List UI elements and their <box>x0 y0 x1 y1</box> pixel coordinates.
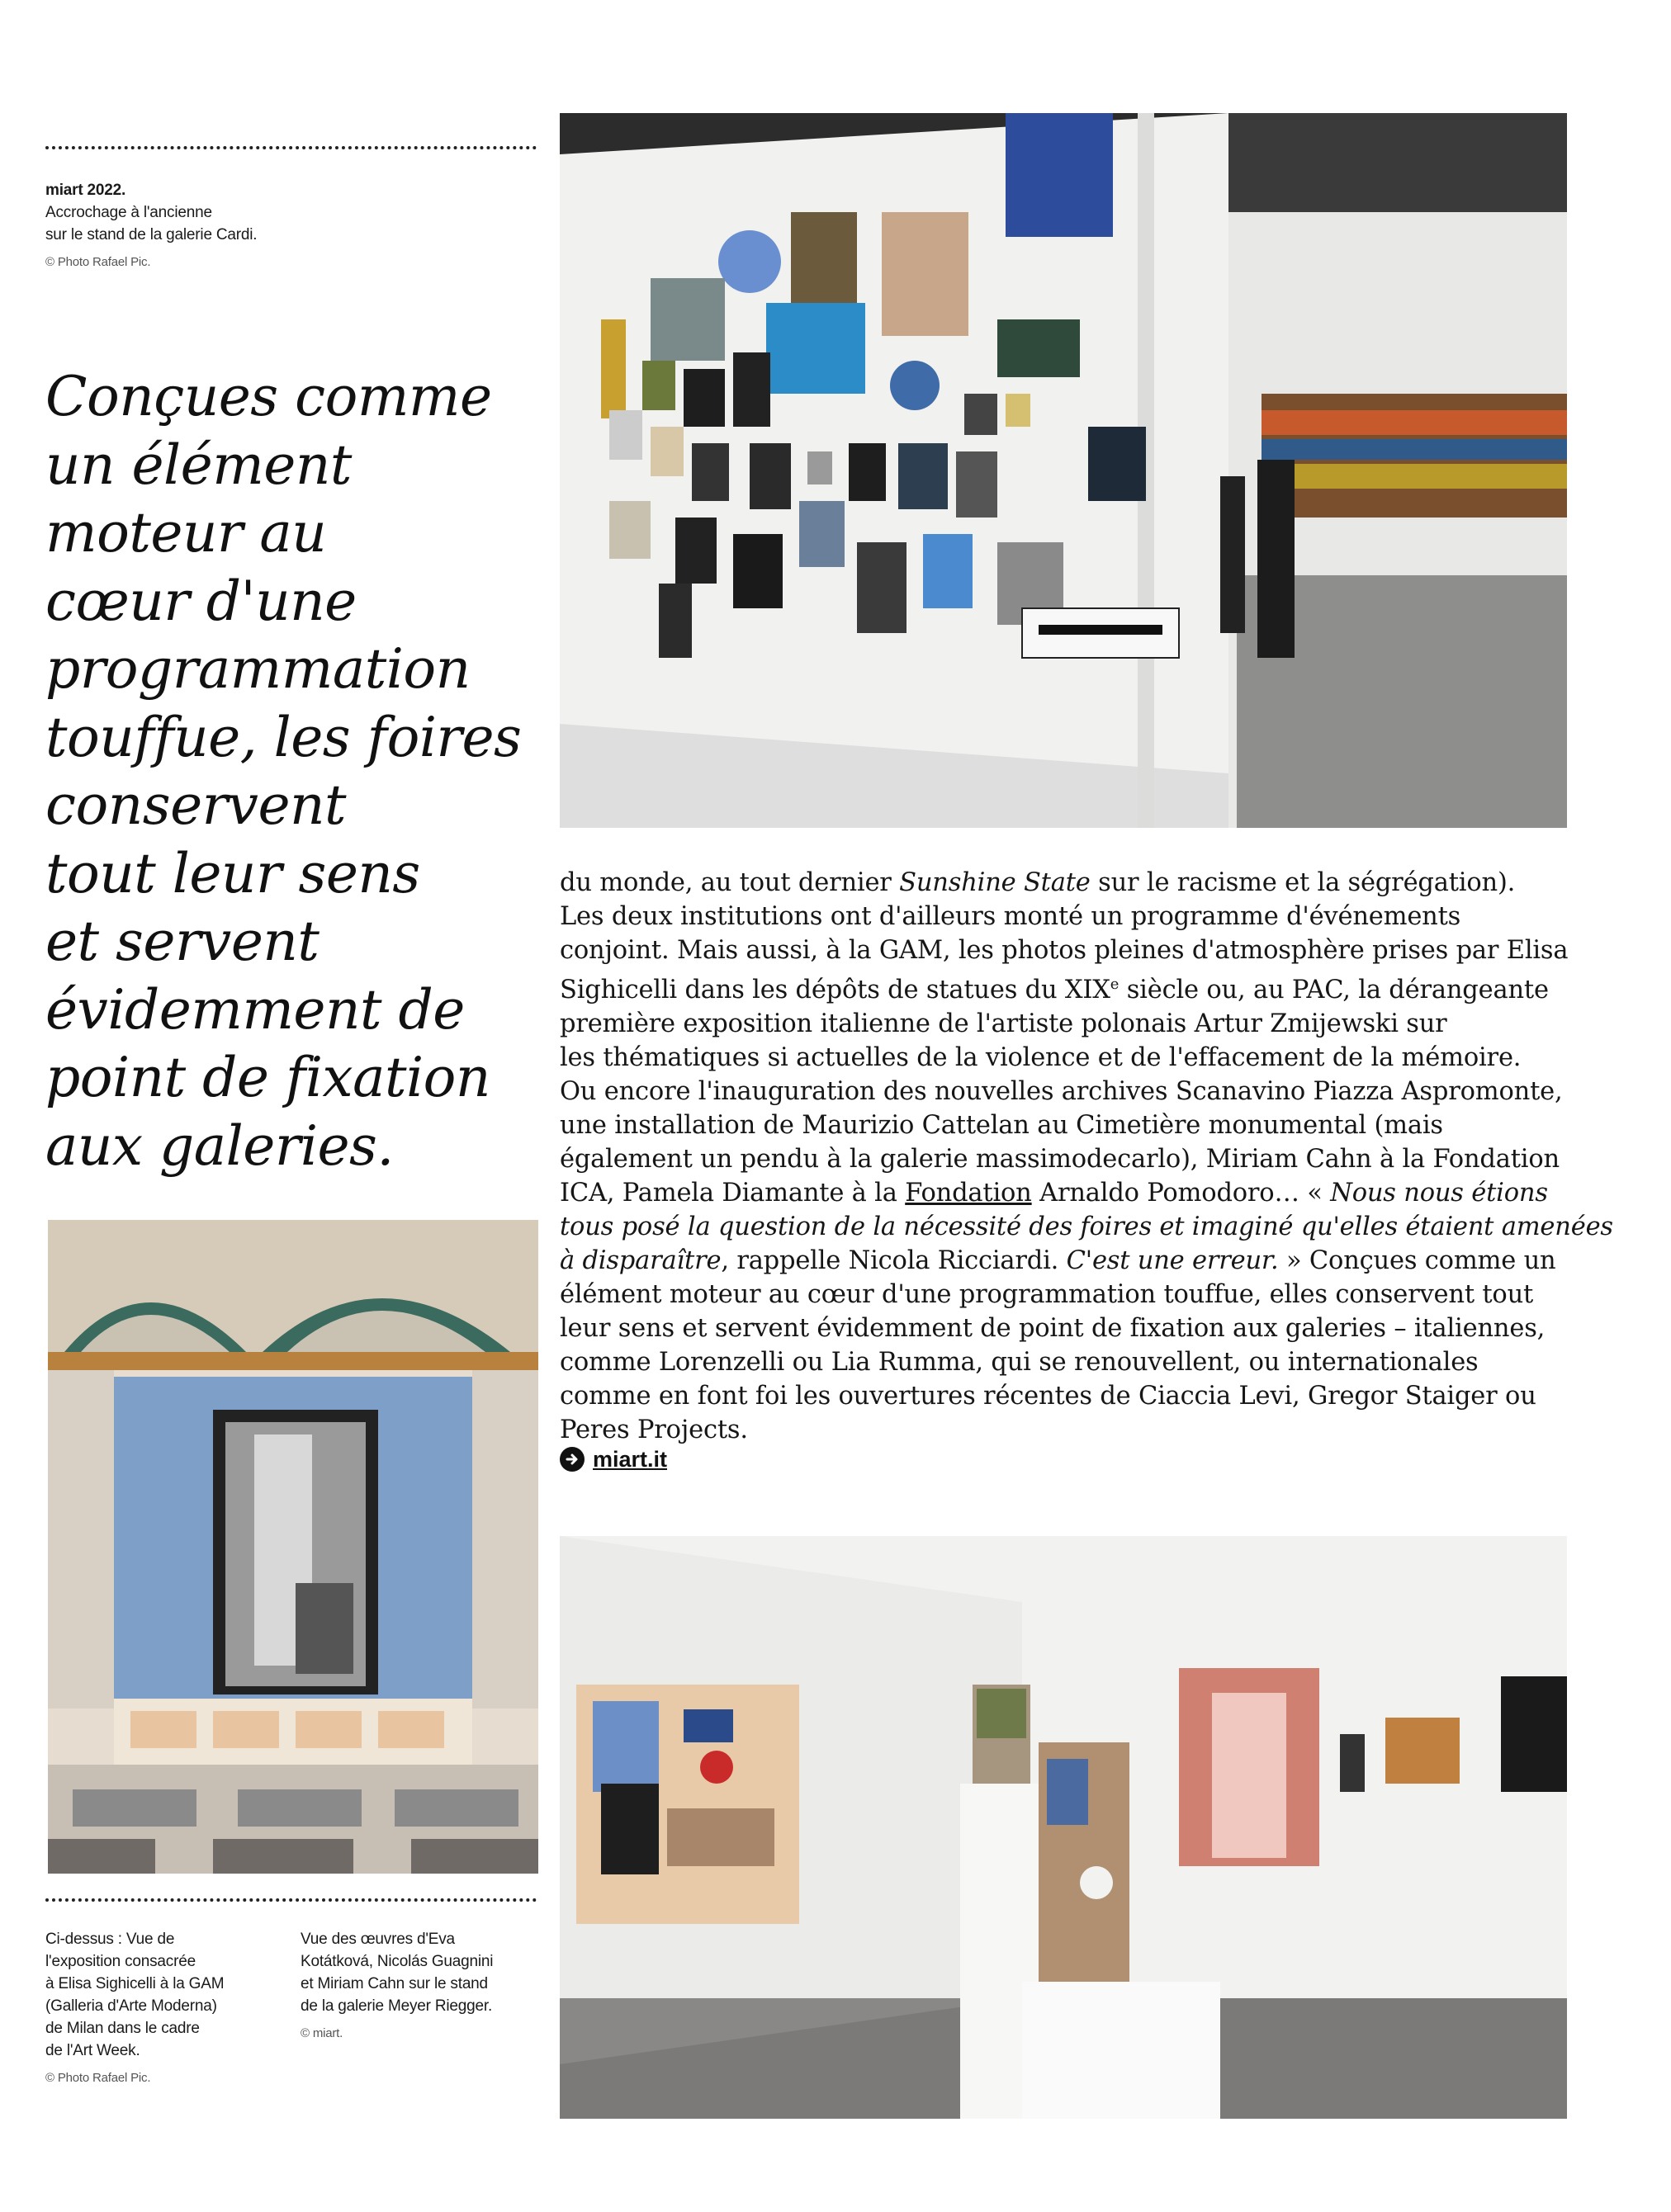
body-line-9: également un pendu à la galerie massimodecarlo), Miriam Cahn à la Fondation <box>560 1145 1560 1175</box>
caption-gam-line: de l'Art Week. <box>45 2042 140 2059</box>
pull-quote <box>45 363 541 1180</box>
body-line-6: les thématiques si actuelles de la violence et de l'effacement de la mémoire. <box>560 1043 1522 1073</box>
article-body <box>560 866 1613 1447</box>
miart-link[interactable] <box>560 1444 667 1474</box>
pull-quote-line: point de fixation <box>45 1046 490 1109</box>
text-run: du monde, au tout dernier <box>560 868 900 897</box>
text-run: Sighicelli dans les dépôts de statues du XIX <box>560 976 1110 1005</box>
caption-top <box>45 179 524 273</box>
body-line-12 <box>560 1244 1571 1278</box>
pull-quote-line: aux galeries. <box>45 1113 394 1178</box>
body-line-4 <box>560 967 1571 1007</box>
caption-gam-line: de Milan dans le cadre <box>45 2020 200 2037</box>
body-line-10 <box>560 1176 1571 1210</box>
text-run: ICA, Pamela Diamante à la <box>560 1179 906 1208</box>
caption-gam <box>45 1928 264 2089</box>
superscript: e <box>1110 976 1120 993</box>
dotted-rule-top <box>45 146 537 149</box>
caption-meyer-credit: © miart. <box>301 2026 343 2040</box>
body-line-13: élément moteur au cœur d'une programmation touffue, elles conservent tout <box>560 1280 1534 1310</box>
body-line-14: leur sens et servent évidemment de point de fixation aux galeries – italiennes, <box>560 1314 1546 1344</box>
body-line-8: une installation de Maurizio Cattelan au Cimetière monumental (mais <box>560 1111 1443 1141</box>
text-run-italic: à disparaître <box>560 1246 722 1276</box>
body-line-3: conjoint. Mais aussi, à la GAM, les photos pleines d'atmosphère prises par Elisa <box>560 936 1569 965</box>
body-line-15: comme Lorenzelli ou Lia Rumma, qui se renouvellent, ou internationales <box>560 1348 1479 1378</box>
body-line-5: première exposition italienne de l'artiste polonais Artur Zmijewski sur <box>560 1009 1447 1039</box>
text-run: sur le racisme et la ségrégation). <box>1090 868 1516 897</box>
photo-gallery-wall <box>560 113 1567 828</box>
caption-gam-line: l'exposition consacrée <box>45 1953 196 1970</box>
text-run: » Conçues comme un <box>1278 1246 1556 1276</box>
arrow-right-circle-icon <box>560 1447 585 1472</box>
text-run: , rappelle Nicola Ricciardi. <box>721 1246 1067 1276</box>
pull-quote-line: moteur au <box>45 501 327 565</box>
pull-quote-line: conservent <box>45 773 347 837</box>
caption-meyer-riegger <box>301 1928 536 2044</box>
text-run-italic: tous posé la question de la nécessité des foires et imaginé qu'elles étaient amenées <box>560 1212 1613 1242</box>
caption-meyer-line: et Miriam Cahn sur le stand <box>301 1975 488 1992</box>
dotted-rule-bottom <box>45 1898 537 1902</box>
caption-top-line1: Accrochage à l'ancienne <box>45 204 212 221</box>
caption-gam-line: Ci-dessus : Vue de <box>45 1931 175 1948</box>
caption-meyer-line: Kotátková, Nicolás Guagnini <box>301 1953 494 1970</box>
text-run-italic: Nous nous étions <box>1330 1179 1548 1208</box>
miart-link-label[interactable]: miart.it <box>593 1446 668 1472</box>
photo-gam-room <box>48 1220 538 1874</box>
caption-top-line2: sur le stand de la galerie Cardi. <box>45 226 258 243</box>
body-line-11 <box>560 1210 1613 1244</box>
body-line-16: comme en font foi les ouvertures récentes de Ciaccia Levi, Gregor Staiger ou <box>560 1382 1536 1411</box>
pull-quote-line: tout leur sens <box>45 841 420 905</box>
body-line-7: Ou encore l'inauguration des nouvelles archives Scanavino Piazza Aspromonte, <box>560 1077 1563 1107</box>
text-run: Arnaldo Pomodoro… « <box>1031 1179 1331 1208</box>
text-run-italic: C'est une erreur. <box>1066 1246 1279 1276</box>
photo-booth-works <box>560 1536 1567 2119</box>
pull-quote-line: Conçues comme <box>45 365 492 428</box>
caption-meyer-line: de la galerie Meyer Riegger. <box>301 1997 493 2015</box>
pull-quote-line: et servent <box>45 910 320 973</box>
pull-quote-line: un élément <box>45 432 352 497</box>
body-line-2: Les deux institutions ont d'ailleurs monté un programme d'événements <box>560 902 1461 931</box>
pull-quote-line: touffue, les foires <box>45 705 522 769</box>
caption-gam-credit: © Photo Rafael Pic. <box>45 2071 151 2085</box>
caption-top-credit: © Photo Rafael Pic. <box>45 255 151 269</box>
pull-quote-line: évidemment de <box>45 977 465 1042</box>
text-run: siècle ou, au PAC, la dérangeante <box>1119 976 1549 1005</box>
pull-quote-line: programmation <box>45 637 471 701</box>
caption-meyer-line: Vue des œuvres d'Eva <box>301 1931 455 1948</box>
caption-gam-line: à Elisa Sighicelli à la GAM <box>45 1975 225 1992</box>
caption-gam-line: (Galleria d'Arte Moderna) <box>45 1997 217 2015</box>
text-run-italic: Sunshine State <box>899 868 1091 897</box>
pull-quote-line: cœur d'une <box>45 569 357 633</box>
caption-top-title: miart 2022. <box>45 182 126 199</box>
body-line-17: Peres Projects. <box>560 1416 748 1445</box>
text-run-underlined: Fondation <box>905 1179 1032 1208</box>
body-line-1 <box>560 866 1571 900</box>
